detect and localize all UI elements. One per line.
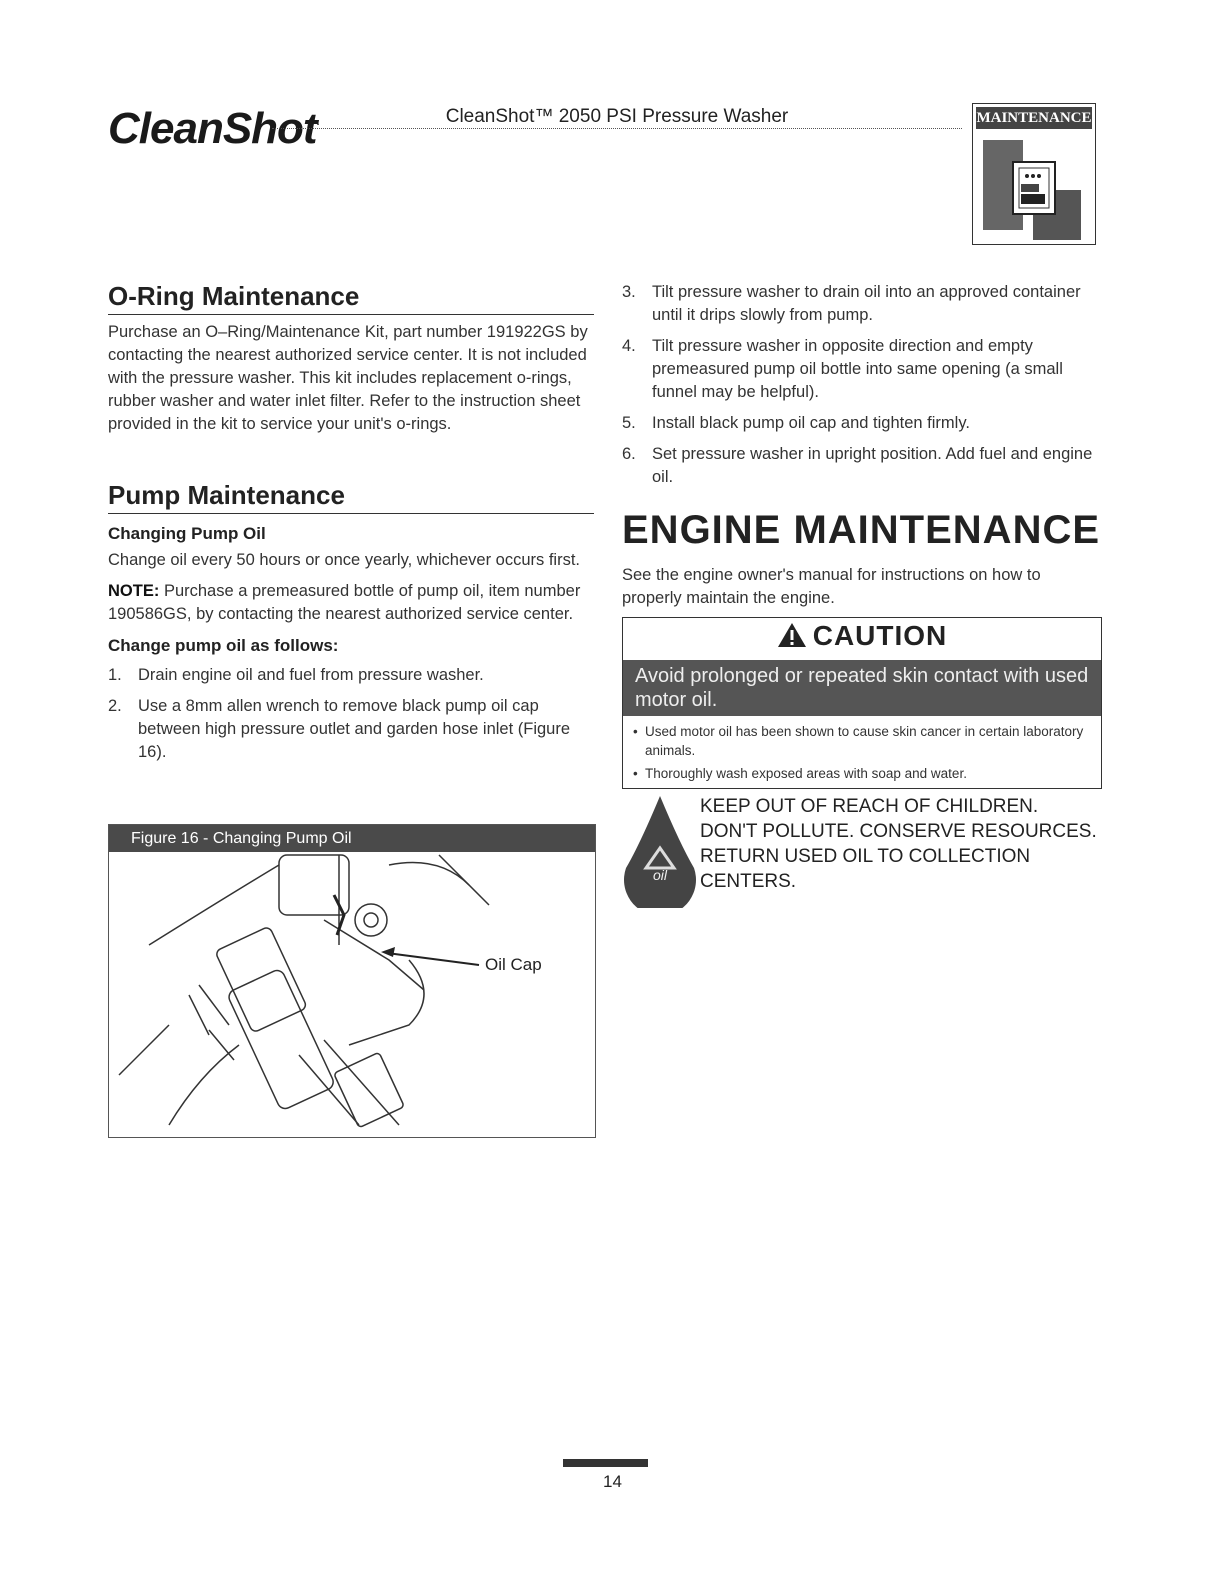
list-item xyxy=(108,695,594,764)
step-number: 2. xyxy=(108,697,122,715)
pump-heading: Pump Maintenance xyxy=(108,480,594,514)
engine-heading: ENGINE MAINTENANCE xyxy=(622,508,1101,552)
list-item xyxy=(108,664,594,687)
note-text: Purchase a premeasured bottle of pump oil, item number 190586GS, by contacting the nearest authorized service center. xyxy=(108,582,581,623)
step-number: 6. xyxy=(622,445,636,463)
oring-section xyxy=(108,281,594,436)
page-number-bar xyxy=(563,1459,648,1467)
oring-body: Purchase an O–Ring/Maintenance Kit, part number 191922GS by contacting the nearest authorized service center. It is not included with the pressure washer. This kit includes replacement o-rings, rubber washer and water inlet filter. Refer to the instruction sheet provided in the kit to service your unit's o-rings. xyxy=(108,323,588,433)
figure-16 xyxy=(108,824,596,1138)
logo-text: CleanShot xyxy=(108,104,317,153)
step-text: Drain engine oil and fuel from pressure washer. xyxy=(138,666,484,684)
list-item xyxy=(622,443,1100,489)
step-text: Use a 8mm allen wrench to remove black pump oil cap between high pressure outlet and garden hose inlet (Figure 16). xyxy=(138,697,571,761)
steps-heading: Change pump oil as follows: xyxy=(108,636,339,655)
step-text: Tilt pressure washer in opposite direction and empty premeasured pump oil bottle into same opening (a small funnel may be helpful). xyxy=(652,337,1063,401)
maintenance-badge xyxy=(972,103,1096,245)
list-item xyxy=(622,335,1100,404)
caution-list xyxy=(633,722,1093,787)
oil-drop-recycle-icon xyxy=(620,794,700,908)
page-number: 14 xyxy=(603,1472,622,1491)
steps-list-right xyxy=(622,281,1100,489)
list-item xyxy=(622,412,1100,435)
oring-heading: O-Ring Maintenance xyxy=(108,281,594,315)
badge-label: MAINTENANCE xyxy=(976,107,1092,129)
pump-illustration xyxy=(109,825,595,1137)
engine-body: See the engine owner's manual for instructions on how to properly maintain the engine. xyxy=(622,566,1041,607)
pump-body: Change oil every 50 hours or once yearly, whichever occurs first. xyxy=(108,551,580,569)
pump-section xyxy=(108,480,594,772)
list-item: • Thoroughly wash exposed areas with soap and water. xyxy=(633,764,1093,783)
step-number: 4. xyxy=(622,337,636,355)
warning-icon xyxy=(777,622,807,648)
step-text: Install black pump oil cap and tighten firmly. xyxy=(652,414,970,432)
note-label: NOTE: xyxy=(108,582,160,600)
pump-subheading: Changing Pump Oil xyxy=(108,524,266,543)
caution-title xyxy=(623,620,1101,652)
header-rule xyxy=(272,128,962,129)
caution-message: Avoid prolonged or repeated skin contact with used motor oil. xyxy=(623,660,1101,716)
caution-title-text: CAUTION xyxy=(812,620,948,651)
pump-note xyxy=(108,580,594,626)
step-text: Set pressure washer in upright position. Add fuel and engine oil. xyxy=(652,445,1093,486)
steps-continued xyxy=(622,281,1100,497)
caution-box xyxy=(622,617,1102,789)
recycle-notice: KEEP OUT OF REACH OF CHILDREN. DON'T POLLUTE. CONSERVE RESOURCES. RETURN USED OIL TO COLLECTION CENTERS. xyxy=(700,796,1097,892)
logo-mark: · xyxy=(316,119,319,131)
maintenance-book-icon xyxy=(973,132,1093,242)
document-title: CleanShot™ 2050 PSI Pressure Washer xyxy=(445,106,789,127)
step-text: Tilt pressure washer to drain oil into an approved container until it drips slowly from pump. xyxy=(652,283,1081,324)
list-item xyxy=(622,281,1100,327)
list-item: • Used motor oil has been shown to cause skin cancer in certain laboratory animals. xyxy=(633,722,1093,760)
figure-caption: Figure 16 - Changing Pump Oil xyxy=(109,825,595,852)
oil-cap-label: Oil Cap xyxy=(485,955,542,974)
step-number: 1. xyxy=(108,666,122,684)
step-number: 5. xyxy=(622,414,636,432)
steps-list-left xyxy=(108,664,594,764)
step-number: 3. xyxy=(622,283,636,301)
oil-icon-text: oil xyxy=(652,867,668,883)
